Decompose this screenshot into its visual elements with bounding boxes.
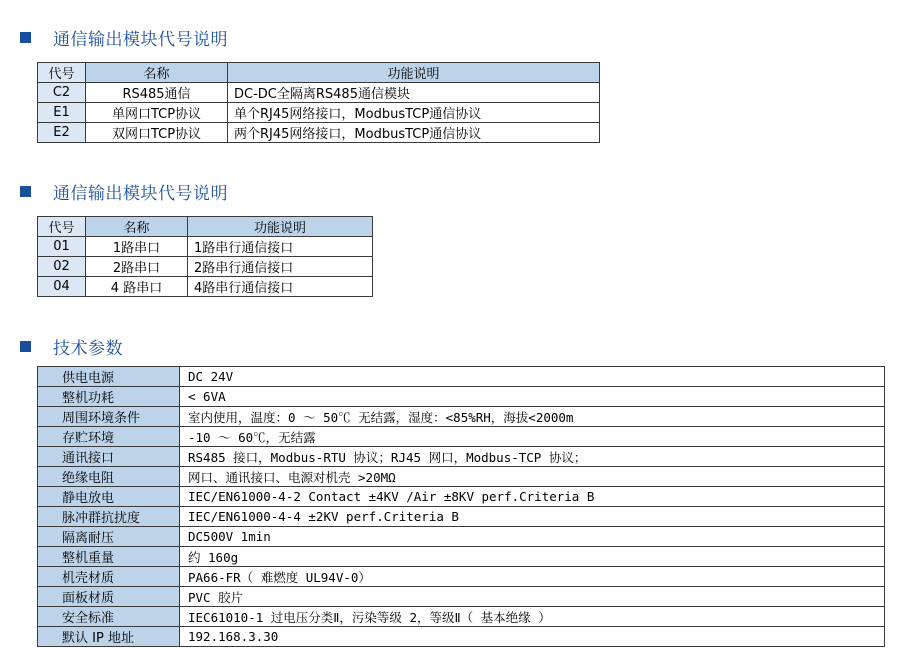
param-value: -10 ～ 60℃，无结露 — [180, 427, 885, 447]
header-name: 名称 — [86, 63, 228, 83]
param-value: PA66-FR（ 难燃度 UL94V-0） — [180, 567, 885, 587]
cell-code: 02 — [38, 257, 86, 277]
table-row — [38, 237, 373, 257]
table-row — [38, 257, 373, 277]
param-label: 静电放电 — [38, 487, 180, 507]
comm-module-code-table — [37, 62, 600, 143]
table-header-row — [38, 217, 373, 237]
table-row — [38, 507, 885, 527]
param-label: 绝缘电阻 — [38, 467, 180, 487]
param-value: IEC/EN61000-4-2 Contact ±4KV /Air ±8KV perf.Criteria B — [180, 487, 885, 507]
table-row — [38, 367, 885, 387]
table-row — [38, 607, 885, 627]
param-label: 面板材质 — [38, 587, 180, 607]
cell-function: 单个RJ45网络接口，ModbusTCP通信协议 — [228, 103, 600, 123]
param-label: 整机重量 — [38, 547, 180, 567]
param-value: 网口、通讯接口、电源对机壳 >20MΩ — [180, 467, 885, 487]
table-row — [38, 387, 885, 407]
param-label: 存贮环境 — [38, 427, 180, 447]
param-label: 脉冲群抗扰度 — [38, 507, 180, 527]
table-header-row — [38, 63, 600, 83]
param-label: 默认 IP 地址 — [38, 627, 180, 647]
header-code: 代号 — [38, 63, 86, 83]
cell-code: C2 — [38, 83, 86, 103]
cell-name: 单网口TCP协议 — [86, 103, 228, 123]
serial-module-code-table — [37, 216, 373, 297]
header-function: 功能说明 — [188, 217, 373, 237]
header-code: 代号 — [38, 217, 86, 237]
table-row — [38, 103, 600, 123]
param-value: DC 24V — [180, 367, 885, 387]
table-row — [38, 407, 885, 427]
param-value: IEC61010-1 过电压分类Ⅱ，污染等级 2，等级Ⅱ（ 基本绝缘 ） — [180, 607, 885, 627]
param-value: DC500V 1min — [180, 527, 885, 547]
table-row — [38, 123, 600, 143]
param-value: IEC/EN61000-4-4 ±2KV perf.Criteria B — [180, 507, 885, 527]
param-label: 安全标准 — [38, 607, 180, 627]
table-row — [38, 447, 885, 467]
param-value: RS485 接口，Modbus-RTU 协议；RJ45 网口，Modbus-TCP 协议； — [180, 447, 885, 467]
param-label: 通讯接口 — [38, 447, 180, 467]
header-name: 名称 — [86, 217, 188, 237]
tech-params-table — [37, 366, 885, 647]
section1-title: 通信输出模块代号说明 — [53, 29, 228, 50]
table-row — [38, 567, 885, 587]
square-bullet-icon — [20, 32, 31, 43]
param-value: 约 160g — [180, 547, 885, 567]
cell-function: 2路串行通信接口 — [188, 257, 373, 277]
square-bullet-icon — [20, 186, 31, 197]
cell-function: 1路串行通信接口 — [188, 237, 373, 257]
table-row — [38, 627, 885, 647]
cell-code: 01 — [38, 237, 86, 257]
param-label: 供电电源 — [38, 367, 180, 387]
param-label: 机壳材质 — [38, 567, 180, 587]
cell-name: RS485通信 — [86, 83, 228, 103]
header-function: 功能说明 — [228, 63, 600, 83]
cell-code: E2 — [38, 123, 86, 143]
table-row — [38, 277, 373, 297]
cell-function: 4路串行通信接口 — [188, 277, 373, 297]
section3-heading — [20, 335, 123, 357]
param-label: 周围环境条件 — [38, 407, 180, 427]
cell-function: 两个RJ45网络接口，ModbusTCP通信协议 — [228, 123, 600, 143]
table-row — [38, 427, 885, 447]
param-value: PVC 胶片 — [180, 587, 885, 607]
cell-name: 1路串口 — [86, 237, 188, 257]
table-row — [38, 587, 885, 607]
cell-name: 2路串口 — [86, 257, 188, 277]
param-label: 隔离耐压 — [38, 527, 180, 547]
param-value: 室内使用，温度：0 ～ 50℃ 无结露，湿度：<85%RH，海拔<2000m — [180, 407, 885, 427]
param-label: 整机功耗 — [38, 387, 180, 407]
table-row — [38, 467, 885, 487]
table-row — [38, 487, 885, 507]
section2-heading — [20, 180, 228, 202]
table-row — [38, 83, 600, 103]
cell-name: 双网口TCP协议 — [86, 123, 228, 143]
param-value: 192.168.3.30 — [180, 627, 885, 647]
section2-title: 通信输出模块代号说明 — [53, 183, 228, 204]
cell-code: 04 — [38, 277, 86, 297]
table-row — [38, 527, 885, 547]
table-row — [38, 547, 885, 567]
square-bullet-icon — [20, 341, 31, 352]
section1-heading — [20, 26, 228, 48]
cell-code: E1 — [38, 103, 86, 123]
section3-title: 技术参数 — [53, 338, 123, 359]
param-value: < 6VA — [180, 387, 885, 407]
cell-name: 4 路串口 — [86, 277, 188, 297]
cell-function: DC-DC全隔离RS485通信模块 — [228, 83, 600, 103]
